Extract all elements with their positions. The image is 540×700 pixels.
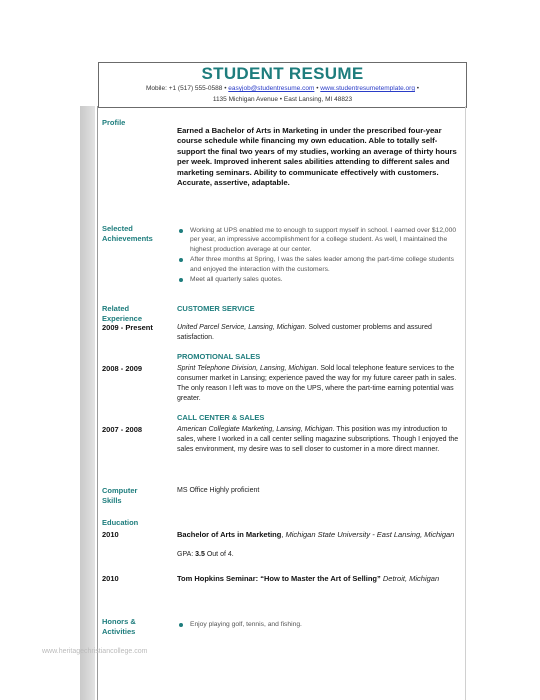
gpa-suffix: Out of 4. [204,551,234,558]
job-employer: Sprint Telephone Division, Lansing, Michigan [177,365,317,372]
contact-line [99,85,466,92]
job-employer: American Collegiate Marketing, Lansing, Michigan [177,426,333,433]
separator: • [224,85,229,92]
address-line: 1135 Michigan Avenue • East Lansing, MI 48823 [212,96,353,103]
separator: • [316,85,321,92]
gpa-line [177,550,459,560]
education-label: Education [102,518,139,527]
sep: , [281,530,286,539]
website-link[interactable]: www.studentresumetemplate.org [320,85,415,92]
separator: • [416,85,420,92]
skills-label: Computer Skills [102,486,138,505]
job-detail: This position was my introduction to sales, where I worked in a call center selling magazine subscriptions. Though I enjoyed the sales environment, my desire was to sell closer to customer in a more direct manner. [177,426,459,453]
seminar-location: Detroit, Michigan [382,574,440,583]
achievements-label: Selected Achievements [102,224,153,243]
left-accent-bar [80,106,95,700]
gpa-value: 3.5 [195,551,205,558]
resume-header [98,62,467,108]
job-detail: Sold local telephone feature services to the consumer market in Lansing; experience paved the way for my future career path in sales. The only reason I left was to move on the UPS, where the part-time earning potential was greater. [177,365,457,402]
achievement-item: Meet all quarterly sales quotes. [177,275,459,284]
education-entry [177,530,459,540]
profile-label: Profile [102,118,126,127]
job-date: 2007 - 2008 [102,425,143,434]
education-date: 2010 [102,574,119,583]
job-title: PROMOTIONAL SALES [177,352,261,361]
watermark-text: www.heritagechristiancollege.com [42,648,148,655]
education-entry [177,574,459,584]
job-detail: Solved customer problems and assured satisfaction. [177,324,432,341]
resume-name: STUDENT RESUME [201,64,364,83]
school-name: Michigan State University - East Lansing, Michigan [285,530,455,539]
job-description [177,323,459,343]
experience-label: Related Experience [102,304,143,323]
job-description [177,425,459,455]
job-date: 2008 - 2009 [102,364,143,373]
job-title: CUSTOMER SERVICE [177,304,255,313]
seminar-name: Tom Hopkins Seminar: “How to Master the Art of Selling” [177,574,381,583]
honors-label: Honors & Activities [102,617,136,636]
sep: . [316,365,321,372]
gpa-prefix: GPA: [177,551,196,558]
job-employer: United Parcel Service, Lansing, Michigan [177,324,305,331]
job-title: CALL CENTER & SALES [177,413,265,422]
left-divider [97,106,98,700]
mobile-number: Mobile: +1 (517) 555-0588 [145,85,223,92]
job-date: 2009 - Present [102,323,153,332]
achievement-item: Working at UPS enabled me to enough to support myself in school. I earned over $12,000 per year, an impressive accomplishment for a college student. As well, I maintained the highest production average at our center. [177,226,459,254]
job-description [177,364,459,404]
honors-list [177,620,459,631]
right-divider [465,106,466,700]
honor-item: Enjoy playing golf, tennis, and fishing. [177,620,459,629]
achievements-list [177,226,459,286]
skills-text: MS Office Highly proficient [177,487,260,494]
education-date: 2010 [102,530,119,539]
profile-text: Earned a Bachelor of Arts in Marketing in under the prescribed four-year course schedule while financing my own education. Able to totally self-support the final two years of my studies, working an average of thirty hours per week. Improved inherent sales abilities attending to different sales and marketing seminars. Ability to communicate effectively with customers. Accurate, assertive, adaptable. [177,126,457,188]
sep: . [332,426,337,433]
email-link[interactable]: easyjob@studentresume.com [228,85,315,92]
achievement-item: After three months at Spring, I was the sales leader among the part-time college students and enjoyed the interaction with the customers. [177,255,459,274]
degree-name: Bachelor of Arts in Marketing [177,530,282,539]
sep: . [304,324,309,331]
